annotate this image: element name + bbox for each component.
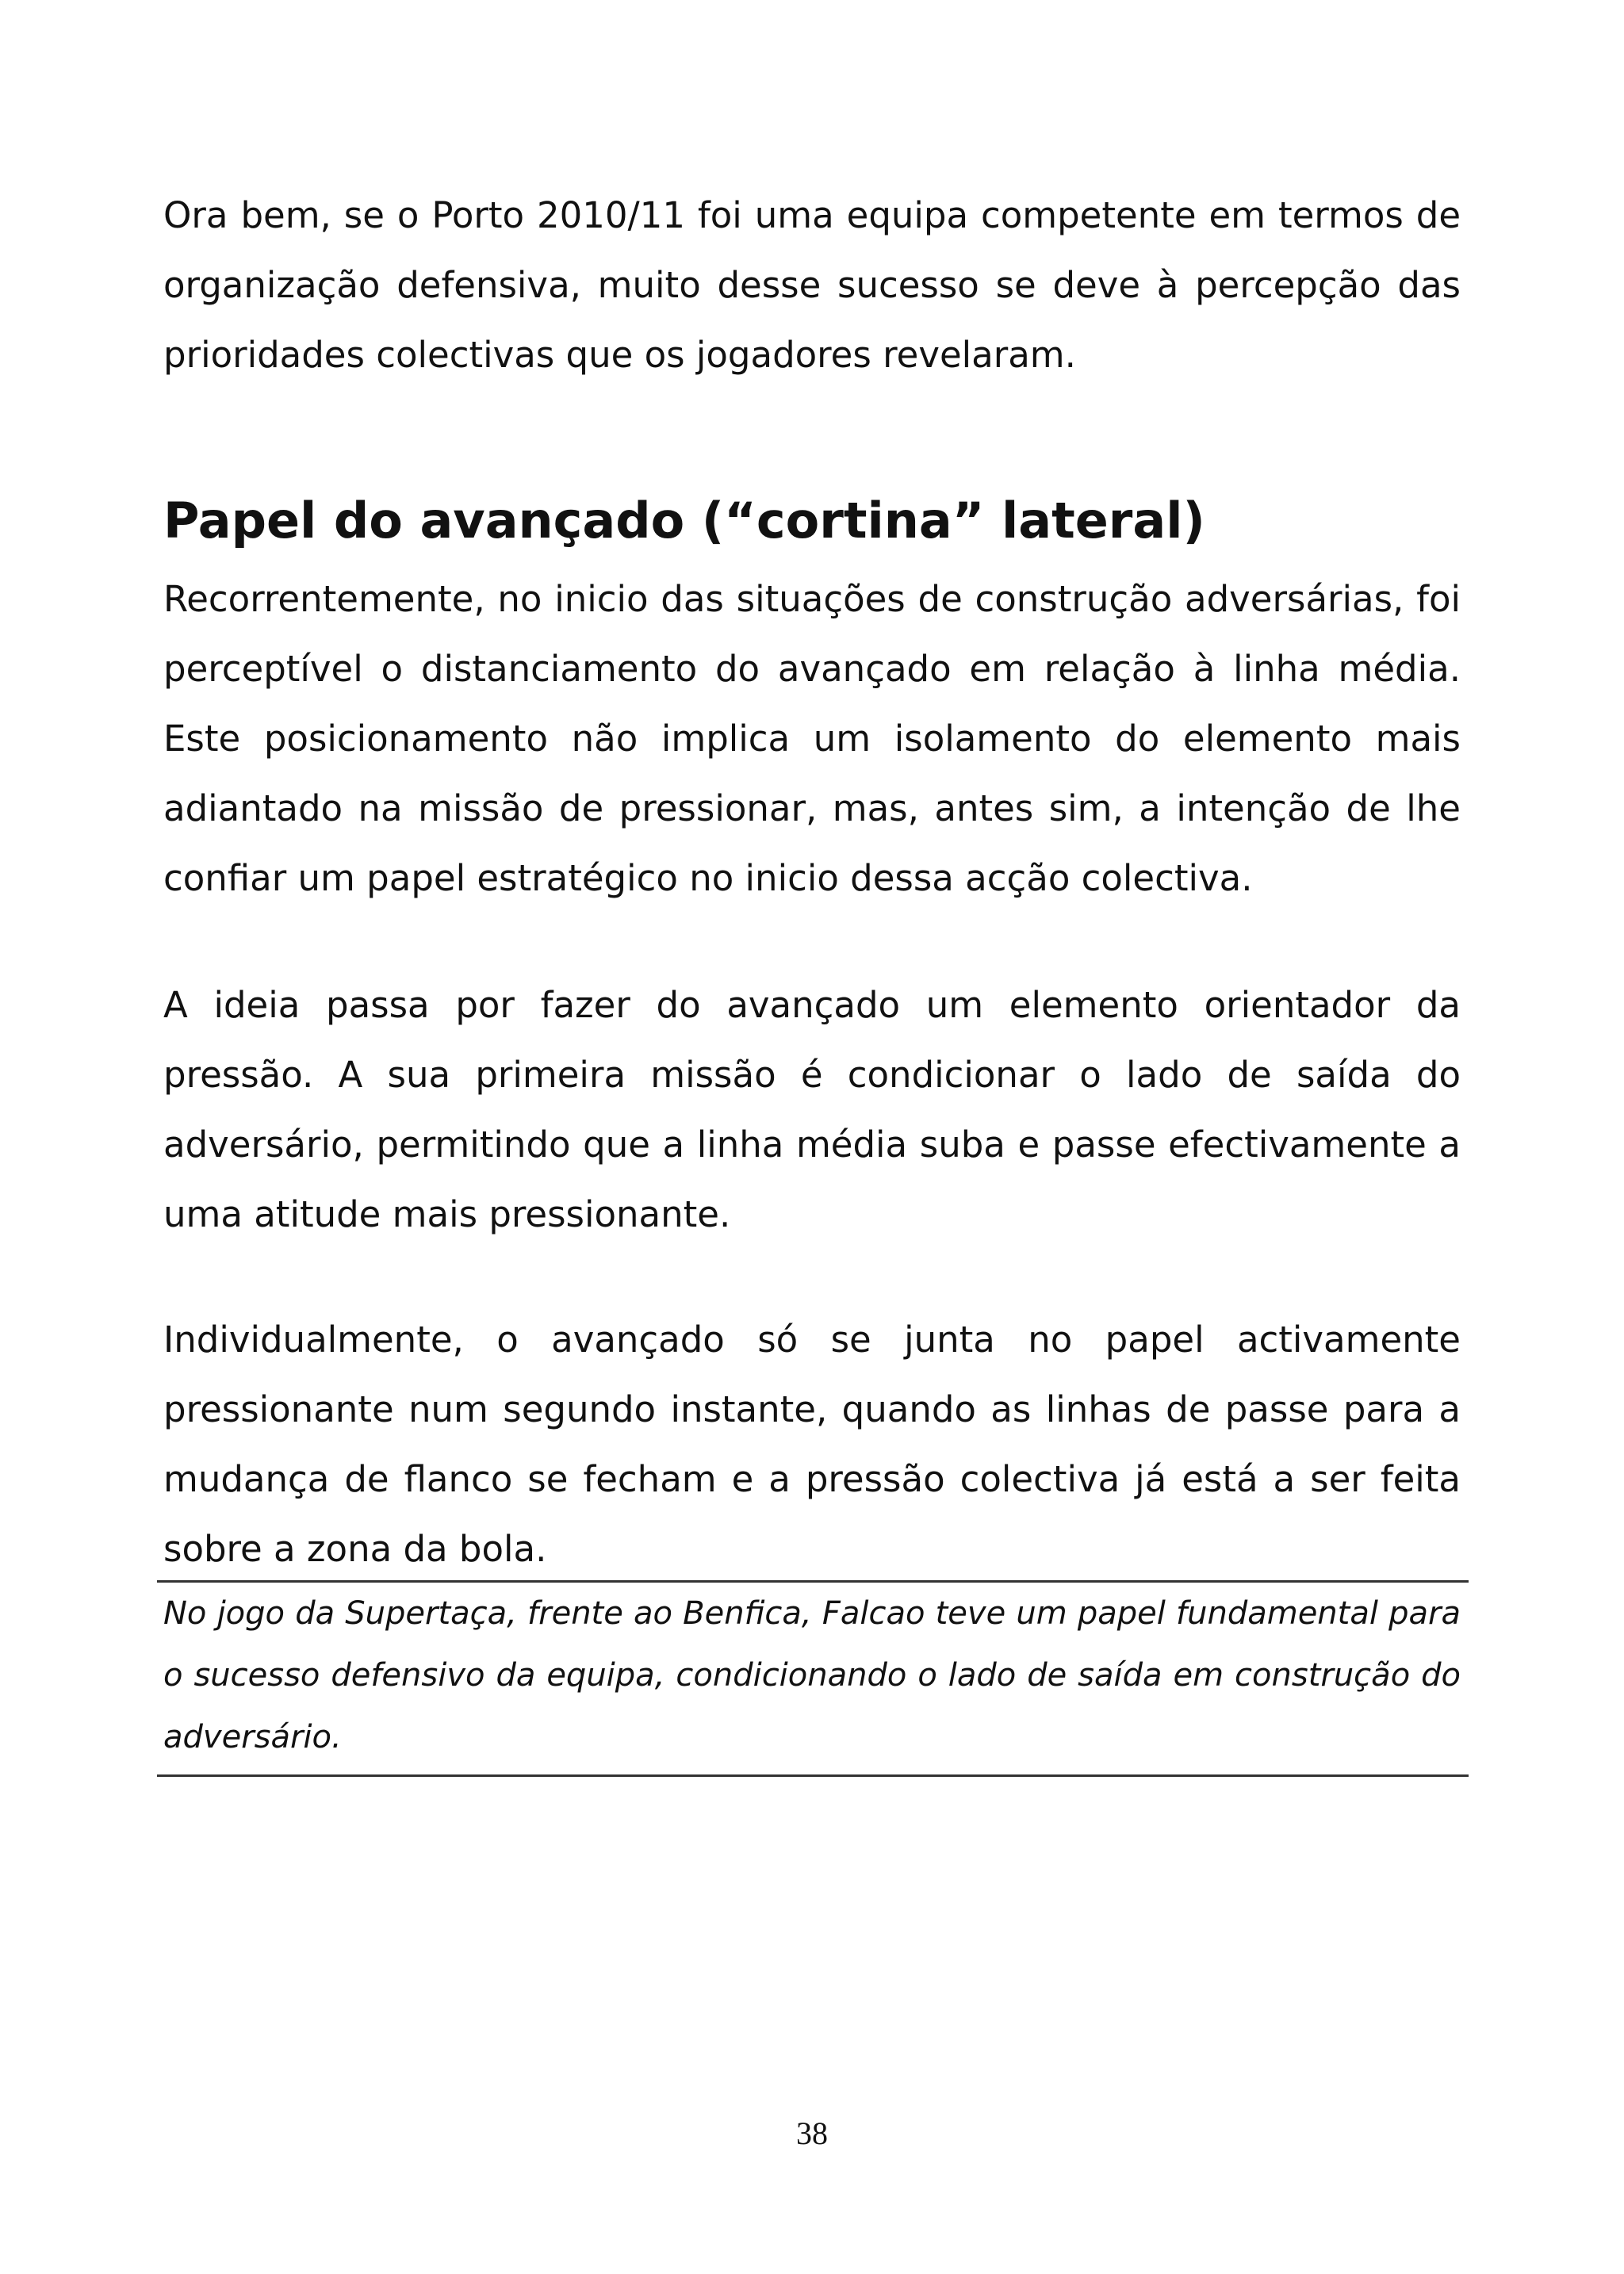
page-number: 38 <box>796 2115 828 2151</box>
body-paragraph-3: Individualmente, o avançado só se junta no papel activamente pressionante num segundo instante, quando as linhas de passe para a mudança de flanco se fecham e a pressão colectiva já está a ser feita sobre a zona da bola. <box>163 1319 1461 1570</box>
body-paragraph-1: Recorrentemente, no inicio das situações de construção adversárias, foi perceptível o distanciamento do avançado em relação à linha média. Este posicionamento não implica um isolamento do elemento mais adiantado na missão de pressionar, mas, antes sim, a intenção de lhe confiar um papel estratégico no inicio dessa acção colectiva. <box>163 578 1461 899</box>
figure-caption: No jogo da Supertaça, frente ao Benfica, Falcao teve um papel fundamental para o sucesso defensivo da equipa, condicionando o lado de saída em construção do adversário. <box>163 1595 1461 1755</box>
body-paragraph-2: A ideia passa por fazer do avançado um elemento orientador da pressão. A sua primeira missão é condicionar o lado de saída do adversário, permitindo que a linha média suba e passe efectivamente a uma atitude mais pressionante. <box>163 984 1461 1235</box>
section-heading: Papel do avançado (“cortina” lateral) <box>163 492 1205 549</box>
intro-paragraph: Ora bem, se o Porto 2010/11 foi uma equipa competente em termos de organização defensiva, muito desse sucesso se deve à percepção das prioridades colectivas que os jogadores revelaram. <box>163 194 1461 376</box>
caption-bottom-divider <box>157 1774 1469 1777</box>
